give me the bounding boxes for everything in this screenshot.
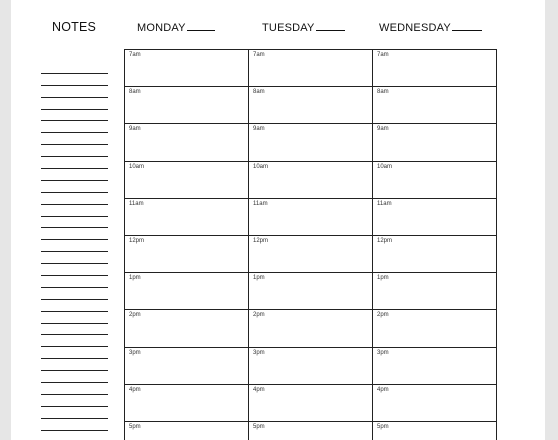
note-line[interactable] [41,110,108,122]
time-slot-cell[interactable] [125,50,249,87]
time-slot-cell[interactable] [125,348,249,385]
time-row [125,50,497,87]
time-slot-cell[interactable] [373,310,497,347]
day-header-tuesday [262,19,345,34]
note-line[interactable] [41,264,108,276]
time-label: 4pm [377,386,389,393]
time-label: 3pm [377,349,389,356]
day-label: WEDNESDAY [379,22,451,34]
note-line[interactable] [41,228,108,240]
note-line[interactable] [41,288,108,300]
note-line[interactable] [41,86,108,98]
note-line[interactable] [41,335,108,347]
note-line[interactable] [41,145,108,157]
day-label: MONDAY [137,22,186,34]
time-slot-cell[interactable] [249,422,373,440]
time-slot-cell[interactable] [125,236,249,273]
note-line[interactable] [41,169,108,181]
schedule-grid [124,49,497,440]
time-label: 2pm [129,312,141,319]
notes-title: NOTES [52,20,97,34]
time-slot-cell[interactable] [125,87,249,124]
time-label: 7am [253,52,265,58]
note-line[interactable] [41,371,108,383]
time-label: 12pm [377,237,393,244]
time-slot-cell[interactable] [249,50,373,87]
time-label: 5pm [377,423,389,430]
time-slot-cell[interactable] [373,124,497,161]
notes-lines [41,62,108,440]
time-label: 12pm [129,237,145,244]
time-row [125,310,497,347]
time-label: 1pm [377,275,389,282]
time-label: 7am [377,52,389,58]
time-row [125,162,497,199]
time-slot-cell[interactable] [249,162,373,199]
time-slot-cell[interactable] [125,273,249,310]
time-row [125,422,497,440]
time-slot-cell[interactable] [125,385,249,422]
time-label: 9am [129,126,141,133]
time-label: 2pm [253,312,265,319]
note-line[interactable] [41,359,108,371]
note-line[interactable] [41,383,108,395]
time-label: 3pm [253,349,265,356]
time-label: 11am [129,200,144,207]
note-line[interactable] [41,312,108,324]
note-line[interactable] [41,205,108,217]
time-label: 2pm [377,312,389,319]
time-label: 11am [253,200,268,207]
time-row [125,87,497,124]
note-line[interactable] [41,181,108,193]
time-row [125,199,497,236]
time-label: 10am [129,163,145,170]
time-row [125,124,497,161]
note-line[interactable] [41,276,108,288]
day-date-blank [316,19,345,31]
note-line[interactable] [41,407,108,419]
time-slot-cell[interactable] [125,199,249,236]
day-label: TUESDAY [262,22,315,34]
time-slot-cell[interactable] [249,236,373,273]
note-line[interactable] [41,252,108,264]
time-label: 10am [377,163,393,170]
note-line[interactable] [41,121,108,133]
time-slot-cell[interactable] [249,124,373,161]
time-row [125,273,497,310]
note-line[interactable] [41,240,108,252]
time-slot-cell[interactable] [373,273,497,310]
time-slot-cell[interactable] [249,199,373,236]
note-line[interactable] [41,157,108,169]
time-label: 5pm [129,423,141,430]
note-line[interactable] [41,193,108,205]
time-label: 10am [253,163,269,170]
time-label: 1pm [129,275,141,282]
time-slot-cell[interactable] [125,422,249,440]
time-label: 4pm [129,386,141,393]
time-label: 11am [377,200,392,207]
planner-page [11,0,545,440]
note-line[interactable] [41,62,108,74]
time-label: 4pm [253,386,265,393]
time-label: 8am [377,89,389,96]
day-header-monday [137,19,215,34]
note-line[interactable] [41,419,108,431]
time-row [125,236,497,273]
note-line[interactable] [41,217,108,229]
day-date-blank [187,19,215,31]
note-line[interactable] [41,300,108,312]
note-line[interactable] [41,431,108,440]
note-line[interactable] [41,324,108,336]
time-label: 3pm [129,349,141,356]
day-header-wednesday [379,19,482,34]
time-slot-cell[interactable] [249,348,373,385]
time-label: 8am [129,89,141,96]
time-label: 9am [377,126,389,133]
time-row [125,348,497,385]
time-label: 8am [253,89,265,96]
note-line[interactable] [41,395,108,407]
time-slot-cell[interactable] [373,422,497,440]
time-slot-cell[interactable] [249,87,373,124]
time-label: 12pm [253,237,269,244]
time-slot-cell[interactable] [373,385,497,422]
time-label: 1pm [253,275,265,282]
time-slot-cell[interactable] [373,348,497,385]
time-slot-cell[interactable] [373,162,497,199]
time-slot-cell[interactable] [249,310,373,347]
time-slot-cell[interactable] [373,236,497,273]
time-slot-cell[interactable] [249,385,373,422]
time-label: 7am [129,52,141,58]
time-slot-cell[interactable] [125,124,249,161]
day-date-blank [452,19,482,31]
time-slot-cell[interactable] [373,87,497,124]
time-row [125,385,497,422]
time-slot-cell[interactable] [125,162,249,199]
time-slot-cell[interactable] [125,310,249,347]
note-line[interactable] [41,133,108,145]
time-label: 5pm [253,423,265,430]
note-line[interactable] [41,74,108,86]
time-label: 9am [253,126,265,133]
time-slot-cell[interactable] [373,199,497,236]
time-slot-cell[interactable] [373,50,497,87]
note-line[interactable] [41,347,108,359]
time-slot-cell[interactable] [249,273,373,310]
note-line[interactable] [41,98,108,110]
